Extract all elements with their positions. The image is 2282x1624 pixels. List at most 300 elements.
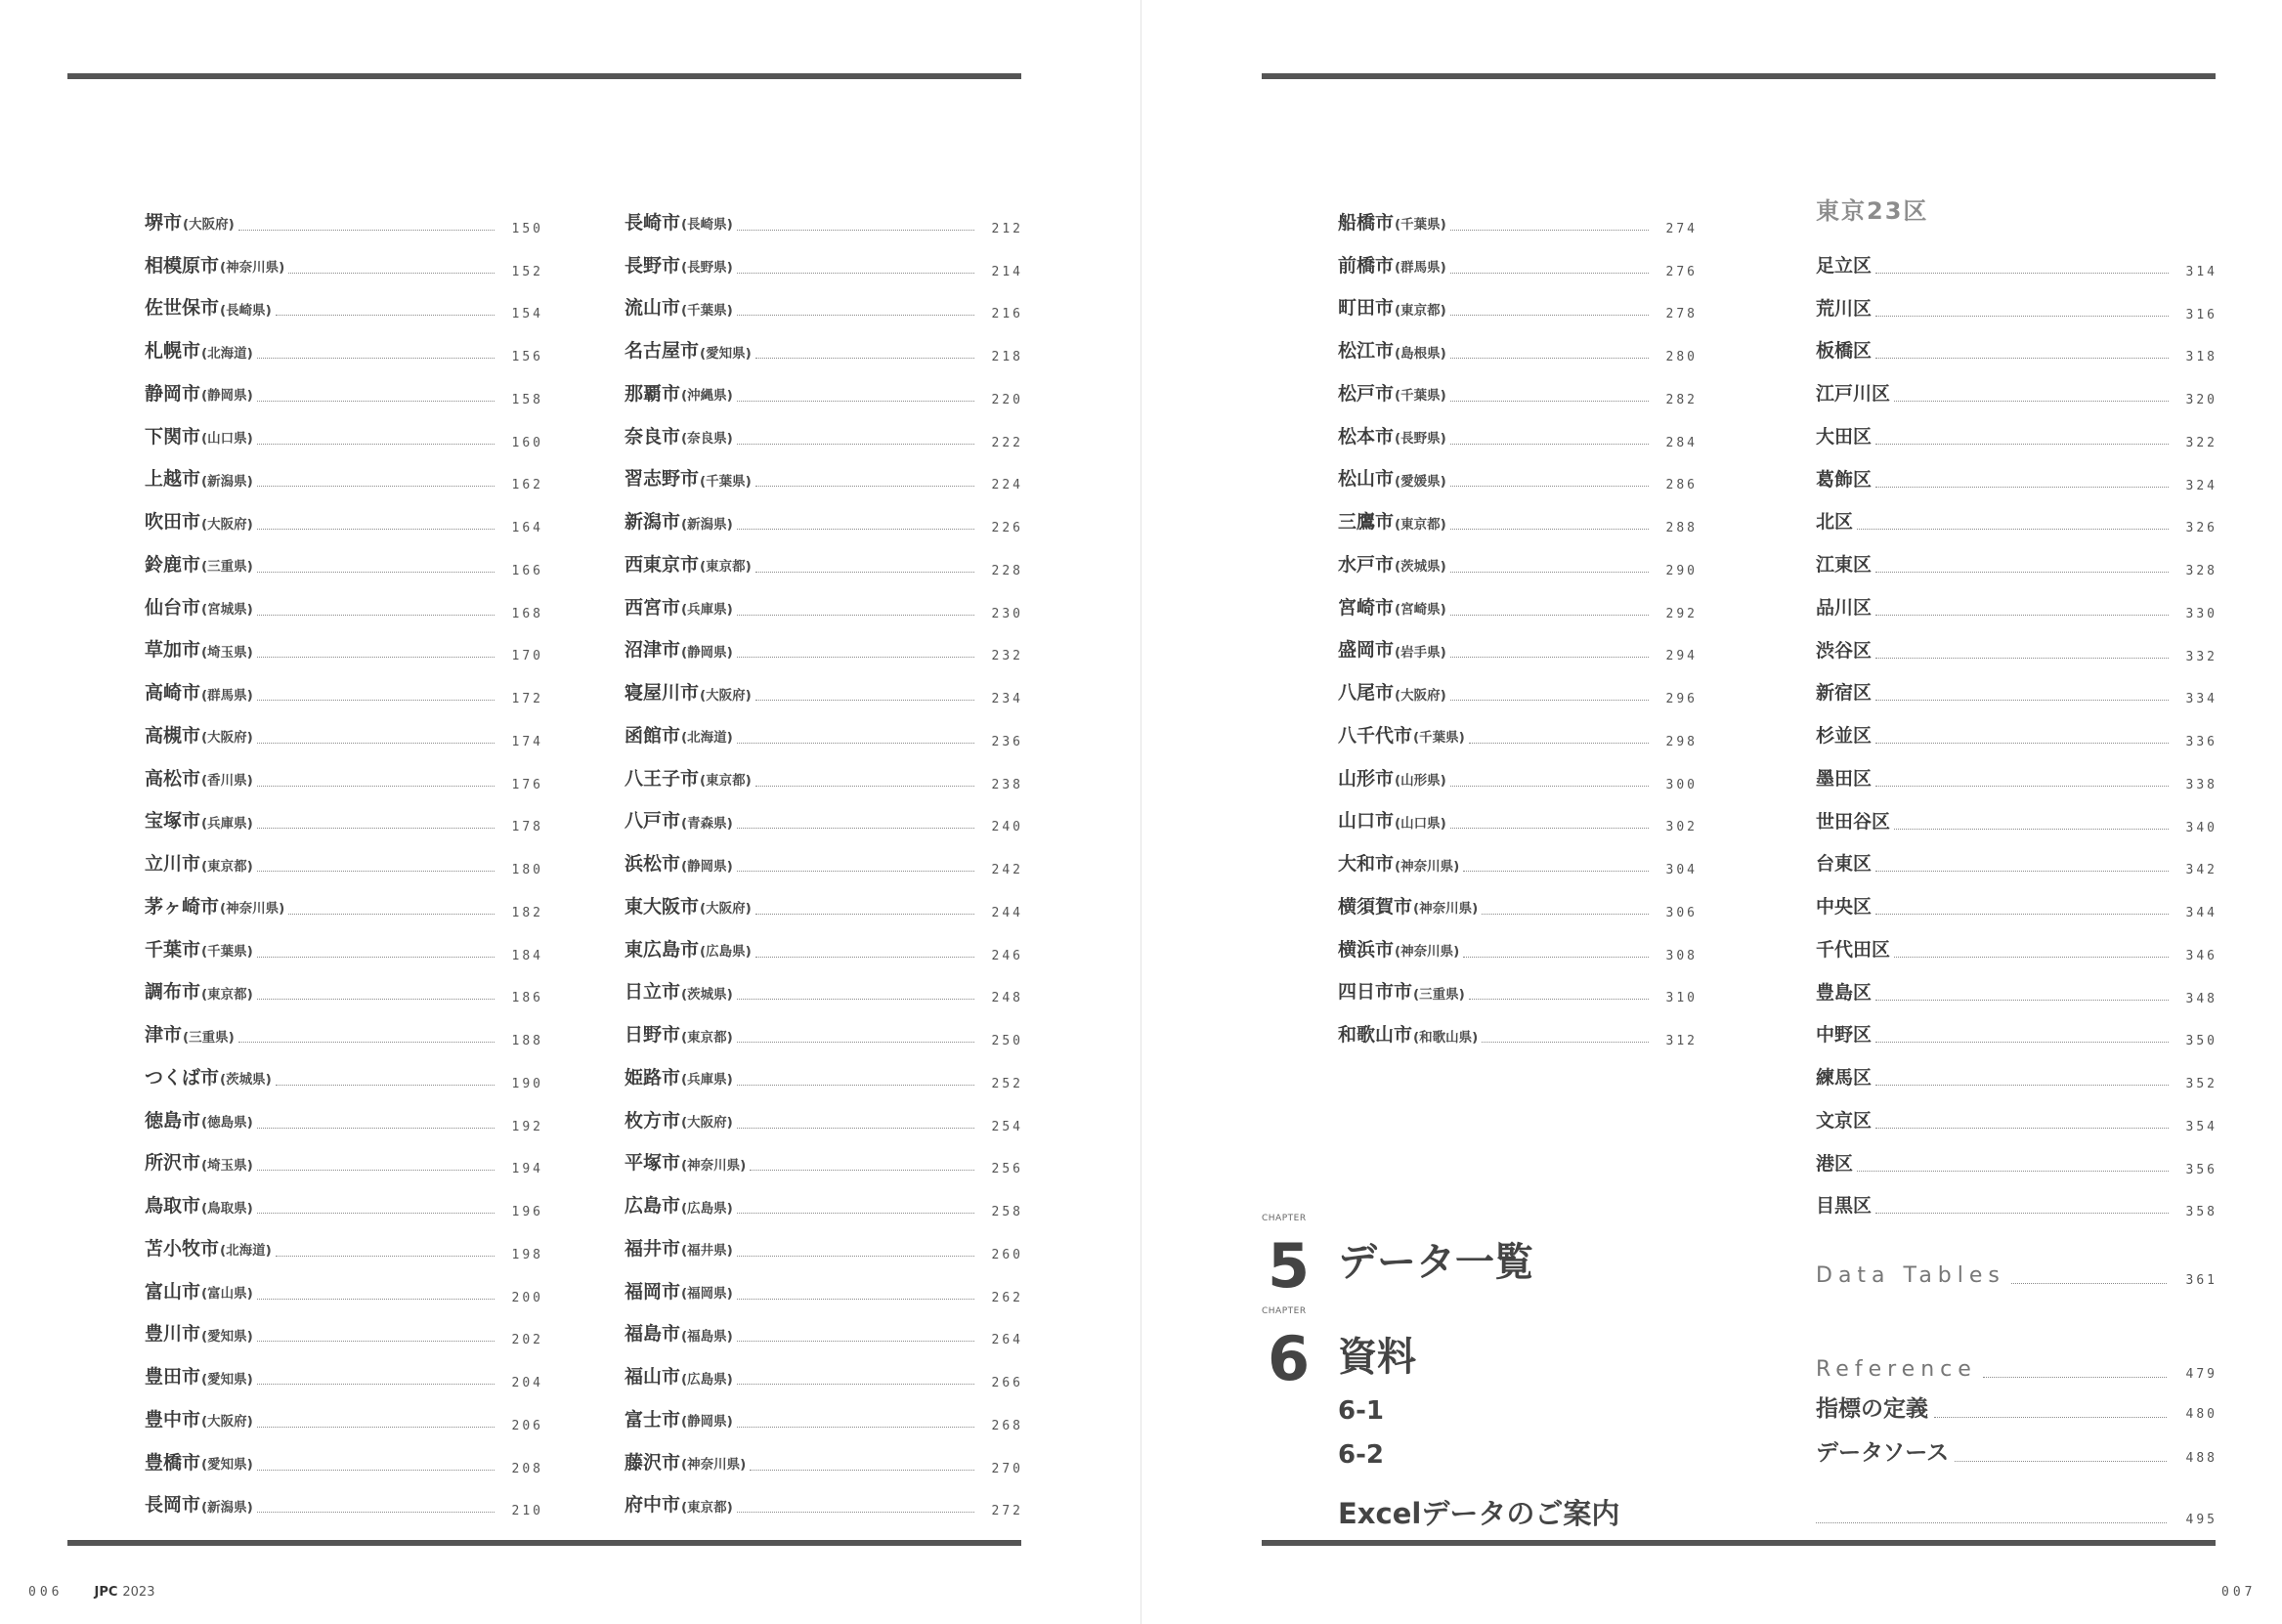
toc-entry[interactable] [1338, 496, 1698, 539]
entry-name: 札幌市 [145, 340, 201, 362]
dot-leader [276, 315, 495, 316]
dot-leader [737, 743, 974, 744]
entry-prefecture: (神奈川県) [1395, 858, 1460, 875]
entry-prefecture: (静岡県) [201, 388, 253, 405]
toc-entry[interactable] [1338, 283, 1698, 326]
entry-name: 船橋市 [1338, 211, 1395, 234]
toc-entry[interactable] [1816, 1052, 2217, 1095]
entry-name: 寝屋川市 [624, 682, 700, 704]
page-number: 322 [2185, 435, 2217, 450]
page-number: 354 [2185, 1119, 2217, 1134]
entry-prefecture: (三重県) [201, 559, 253, 576]
entry-prefecture: (千葉県) [1413, 730, 1465, 747]
toc-entry[interactable] [145, 1309, 543, 1352]
entry-name: 姫路市 [624, 1066, 681, 1089]
page-number: 280 [1665, 350, 1698, 364]
toc-entry[interactable] [145, 1480, 543, 1523]
toc-entry[interactable] [624, 1480, 1023, 1523]
entry-name: 静岡市 [145, 382, 201, 405]
toc-entry[interactable] [1816, 497, 2217, 540]
entry-prefecture: (千葉県) [681, 302, 733, 319]
entry-name: 松戸市 [1338, 382, 1395, 405]
page-number: 150 [511, 221, 543, 236]
entry-name: 新宿区 [1816, 682, 1873, 705]
toc-entry[interactable] [1338, 667, 1698, 710]
dot-leader [1450, 786, 1649, 787]
entry-name: 品川区 [1816, 596, 1873, 619]
dot-leader [737, 1512, 974, 1513]
entry-prefecture: (東京都) [700, 559, 752, 576]
entry-name: 八尾市 [1338, 682, 1395, 704]
page-number: 168 [511, 606, 543, 621]
toc-entry[interactable] [145, 796, 543, 839]
entry-prefecture: (東京都) [1395, 302, 1446, 319]
entry-prefecture: (山口県) [201, 431, 253, 447]
toc-entry[interactable] [624, 411, 1023, 454]
entry-prefecture: (千葉県) [700, 473, 752, 490]
entry-name: 山口市 [1338, 810, 1395, 833]
chapter5-toc-row[interactable] [1816, 1265, 2217, 1287]
page-number: 272 [991, 1504, 1023, 1519]
toc-entry[interactable] [1816, 839, 2217, 882]
page-number: 346 [2185, 948, 2217, 963]
entry-name: 北区 [1816, 511, 1854, 534]
toc-entry[interactable] [624, 1351, 1023, 1394]
page-number: 270 [991, 1461, 1023, 1476]
toc-entry[interactable] [1338, 1009, 1698, 1052]
toc-entry[interactable] [145, 454, 543, 497]
toc-entry[interactable] [145, 411, 543, 454]
entry-prefecture: (東京都) [201, 986, 253, 1003]
entry-name: 宮崎市 [1338, 596, 1395, 619]
entry-prefecture: (大阪府) [681, 1115, 733, 1131]
page-number: 256 [991, 1162, 1023, 1177]
entry-name: 高崎市 [145, 682, 201, 704]
dot-leader [276, 1256, 495, 1257]
dot-leader [1450, 401, 1649, 402]
left-page-footer [28, 1585, 154, 1600]
entry-name: 目黒区 [1816, 1195, 1873, 1218]
toc-entry[interactable] [1338, 967, 1698, 1010]
toc-entry[interactable] [145, 1223, 543, 1266]
entry-name: 長崎市 [624, 211, 681, 234]
toc-entry[interactable] [1338, 924, 1698, 967]
toc-entry[interactable] [145, 1437, 543, 1480]
page-number: 186 [511, 991, 543, 1006]
toc-entry[interactable] [624, 1309, 1023, 1352]
toc-entry[interactable] [1338, 325, 1698, 368]
entry-name: 佐世保市 [145, 297, 220, 320]
page-number: 200 [511, 1290, 543, 1305]
toc-entry[interactable] [1816, 539, 2217, 582]
toc-entry[interactable] [624, 240, 1023, 283]
toc-entry[interactable] [624, 1437, 1023, 1480]
dot-leader [755, 572, 974, 573]
toc-entry[interactable] [624, 667, 1023, 710]
entry-prefecture: (山口県) [1395, 815, 1446, 832]
page-number: 278 [1665, 307, 1698, 322]
dot-leader [1894, 957, 2169, 958]
entry-name: 福島市 [624, 1323, 681, 1346]
toc-entry[interactable] [145, 1052, 543, 1095]
entry-prefecture: (徳島県) [201, 1115, 253, 1131]
dot-leader [257, 529, 495, 530]
chapter5-title[interactable]: データ一覧 [1338, 1240, 1533, 1285]
entry-name: 流山市 [624, 297, 681, 320]
entry-prefecture: (広島県) [681, 1371, 733, 1388]
entry-name: 調布市 [145, 981, 201, 1004]
dot-leader [1875, 914, 2169, 915]
page-number: 172 [511, 692, 543, 706]
dot-leader [1875, 615, 2169, 616]
page-number: 182 [511, 905, 543, 920]
toc-entry[interactable] [1816, 625, 2217, 668]
page-number: 332 [2185, 649, 2217, 664]
toc-entry[interactable] [145, 197, 543, 240]
entry-prefecture: (静岡県) [681, 644, 733, 661]
toc-entry[interactable] [624, 1138, 1023, 1181]
toc-entry[interactable] [1816, 967, 2217, 1010]
page-number: 162 [511, 478, 543, 493]
entry-prefecture: (福島県) [681, 1328, 733, 1345]
entry-name: 杉並区 [1816, 725, 1873, 747]
chapter5-label: CHAPTER [1262, 1214, 1307, 1223]
entry-prefecture: (広島県) [681, 1200, 733, 1217]
section-6-2-row[interactable] [1816, 1442, 2217, 1465]
entry-prefecture: (宮崎県) [1395, 602, 1446, 618]
page-number: 328 [2185, 564, 2217, 578]
toc-entry[interactable] [624, 197, 1023, 240]
toc-entry[interactable] [1816, 582, 2217, 625]
entry-name: 江東区 [1816, 554, 1873, 576]
dot-leader [1450, 444, 1649, 445]
entry-name: 八王子市 [624, 767, 700, 790]
entry-name: 豊田市 [145, 1366, 201, 1388]
toc-entry[interactable] [1816, 411, 2217, 454]
bottom-rule-right [1262, 1540, 2216, 1546]
page-number: 202 [511, 1333, 543, 1348]
entry-prefecture: (大阪府) [201, 516, 253, 533]
dot-leader [276, 1085, 495, 1086]
excel-data-title[interactable]: Excelデータのご案内 [1338, 1497, 1620, 1530]
toc-entry[interactable] [1338, 368, 1698, 411]
toc-entry[interactable] [624, 1009, 1023, 1052]
toc-entry[interactable] [1338, 838, 1698, 881]
entry-name: 西東京市 [624, 553, 700, 576]
toc-entry[interactable] [624, 796, 1023, 839]
entry-prefecture: (東京都) [700, 773, 752, 789]
entry-prefecture: (島根県) [1395, 345, 1446, 362]
page-number: 314 [2185, 264, 2217, 279]
toc-entry[interactable] [1338, 197, 1698, 240]
toc-entry[interactable] [1816, 1181, 2217, 1224]
dot-leader [1469, 999, 1649, 1000]
dot-leader [1857, 1171, 2169, 1172]
entry-name: 横須賀市 [1338, 895, 1413, 918]
toc-entry[interactable] [624, 924, 1023, 967]
toc-entry[interactable] [145, 496, 543, 539]
entry-name: 奈良市 [624, 425, 681, 448]
page-number: 350 [2185, 1034, 2217, 1049]
toc-entry[interactable] [145, 1180, 543, 1223]
top-rule-right [1262, 73, 2216, 79]
entry-name: 水戸市 [1338, 553, 1395, 576]
entry-name: 練馬区 [1816, 1067, 1873, 1089]
entry-name: 豊島区 [1816, 981, 1873, 1004]
toc-entry[interactable] [1816, 1138, 2217, 1181]
toc-entry[interactable] [145, 368, 543, 411]
toc-entry[interactable] [624, 1052, 1023, 1095]
entry-prefecture: (埼玉県) [201, 644, 253, 661]
toc-entry[interactable] [1816, 710, 2217, 753]
entry-name: 大和市 [1338, 853, 1395, 875]
toc-entry[interactable] [1816, 326, 2217, 369]
dot-leader [737, 1299, 974, 1300]
entry-name: 草加市 [145, 639, 201, 662]
section-6-1-row[interactable] [1816, 1398, 2217, 1421]
entry-prefecture: (兵庫県) [681, 602, 733, 618]
toc-entry[interactable] [145, 667, 543, 710]
toc-entry[interactable] [145, 710, 543, 753]
page-number: 336 [2185, 735, 2217, 749]
page-number: 296 [1665, 692, 1698, 706]
toc-entry[interactable] [145, 967, 543, 1010]
toc-entry[interactable] [1816, 796, 2217, 839]
toc-entry[interactable] [1338, 625, 1698, 668]
entry-prefecture: (長野県) [681, 260, 733, 276]
toc-entry[interactable] [1338, 753, 1698, 796]
toc-entry[interactable] [1338, 454, 1698, 497]
toc-entry[interactable] [1816, 454, 2217, 497]
page-number: 358 [2185, 1205, 2217, 1220]
entry-prefecture: (奈良県) [681, 431, 733, 447]
toc-entry[interactable] [1816, 283, 2217, 326]
toc-entry[interactable] [1338, 240, 1698, 283]
toc-entry[interactable] [624, 753, 1023, 796]
bottom-rule-left [67, 1540, 1021, 1546]
toc-entry[interactable] [624, 710, 1023, 753]
entry-prefecture: (福岡県) [681, 1286, 733, 1302]
toc-entry[interactable] [145, 1266, 543, 1309]
toc-entry[interactable] [1338, 582, 1698, 625]
toc-entry[interactable] [624, 325, 1023, 368]
page-number: 244 [991, 905, 1023, 920]
dot-leader [257, 957, 495, 958]
entry-name: 下関市 [145, 425, 201, 448]
entry-prefecture: (千葉県) [201, 944, 253, 960]
toc-entry[interactable] [624, 454, 1023, 497]
entry-prefecture: (千葉県) [1395, 388, 1446, 405]
page-number: 488 [2185, 1451, 2217, 1466]
entry-name: 高松市 [145, 767, 201, 790]
toc-entry[interactable] [1338, 411, 1698, 454]
page-number: 310 [1665, 991, 1698, 1006]
toc-entry[interactable] [1816, 1010, 2217, 1053]
toc-entry[interactable] [624, 1223, 1023, 1266]
dot-leader [257, 999, 495, 1000]
toc-entry[interactable] [1816, 240, 2217, 283]
page-number: 194 [511, 1162, 543, 1177]
dot-leader [1894, 401, 2169, 402]
toc-entry[interactable] [624, 582, 1023, 625]
page-number: 342 [2185, 863, 2217, 878]
dot-leader [1450, 486, 1649, 487]
page-number: 248 [991, 991, 1023, 1006]
entry-prefecture: (鳥取県) [201, 1200, 253, 1217]
toc-entry[interactable] [624, 368, 1023, 411]
toc-entry[interactable] [145, 1009, 543, 1052]
toc-entry[interactable] [145, 1095, 543, 1138]
dot-leader [257, 700, 495, 701]
entry-prefecture: (埼玉県) [201, 1157, 253, 1174]
page-number: 158 [511, 392, 543, 407]
toc-entry[interactable] [1816, 753, 2217, 796]
entry-prefecture: (沖縄県) [681, 388, 733, 405]
entry-name: 浜松市 [624, 853, 681, 875]
entry-name: 上越市 [145, 468, 201, 491]
entry-name: 台東区 [1816, 853, 1873, 876]
entry-prefecture: (茨城県) [1395, 559, 1446, 576]
toc-entry[interactable] [145, 625, 543, 668]
toc-entry[interactable] [624, 539, 1023, 582]
entry-name: 足立区 [1816, 254, 1873, 277]
toc-entry[interactable] [624, 881, 1023, 924]
entry-name: 吹田市 [145, 511, 201, 533]
toc-entry[interactable] [1816, 924, 2217, 967]
toc-entry[interactable] [624, 283, 1023, 326]
dot-leader [737, 273, 974, 274]
dot-leader [1875, 1085, 2169, 1086]
dot-leader [257, 1213, 495, 1214]
toc-column-1 [145, 197, 543, 1522]
toc-entry[interactable] [145, 838, 543, 881]
entry-name: 函館市 [624, 724, 681, 747]
dot-leader [1450, 529, 1649, 530]
toc-entry[interactable] [624, 967, 1023, 1010]
toc-entry[interactable] [624, 1095, 1023, 1138]
excel-toc-row[interactable] [1816, 1514, 2217, 1526]
page-number: 218 [991, 350, 1023, 364]
page-number: 306 [1665, 905, 1698, 920]
chapter6-toc-row[interactable] [1816, 1359, 2217, 1381]
entry-name: 仙台市 [145, 596, 201, 619]
entry-name: 平塚市 [624, 1152, 681, 1175]
toc-entry[interactable] [624, 625, 1023, 668]
page-number: 324 [2185, 478, 2217, 493]
toc-entry[interactable] [1338, 710, 1698, 753]
chapter6-number: 6 [1268, 1323, 1311, 1394]
entry-name: 和歌山市 [1338, 1024, 1413, 1046]
entry-name: 沼津市 [624, 639, 681, 662]
entry-name: 富山市 [145, 1280, 201, 1303]
entry-name: 中野区 [1816, 1024, 1873, 1047]
page-number: 361 [2185, 1273, 2217, 1288]
page-number: 308 [1665, 948, 1698, 963]
toc-entry[interactable] [1816, 1095, 2217, 1138]
toc-entry[interactable] [145, 283, 543, 326]
toc-entry[interactable] [1816, 881, 2217, 924]
toc-entry[interactable] [145, 1351, 543, 1394]
entry-name: 千葉市 [145, 938, 201, 961]
dot-leader [1875, 444, 2169, 445]
entry-prefecture: (茨城県) [220, 1072, 272, 1089]
toc-entry[interactable] [1816, 668, 2217, 711]
section-6-1-title: 指標の定義 [1816, 1396, 1928, 1422]
entry-prefecture: (兵庫県) [201, 815, 253, 832]
toc-entry[interactable] [145, 1138, 543, 1181]
dot-leader [1934, 1417, 2167, 1418]
toc-entry[interactable] [145, 881, 543, 924]
entry-name: 世田谷区 [1816, 810, 1891, 833]
dot-leader [1450, 615, 1649, 616]
entry-name: 八千代市 [1338, 724, 1413, 747]
toc-entry[interactable] [1816, 368, 2217, 411]
chapter6-title[interactable]: 資料 [1338, 1335, 1416, 1380]
toc-entry[interactable] [145, 924, 543, 967]
entry-name: 藤沢市 [624, 1451, 681, 1474]
dot-leader [1875, 743, 2169, 744]
dot-leader [737, 1384, 974, 1385]
toc-entry[interactable] [145, 325, 543, 368]
entry-prefecture: (新潟県) [201, 473, 253, 490]
entry-name: 名古屋市 [624, 340, 700, 362]
dot-leader [1875, 658, 2169, 659]
toc-entry[interactable] [1338, 539, 1698, 582]
entry-prefecture: (群馬県) [1395, 260, 1446, 276]
page-number: 176 [511, 777, 543, 792]
entry-name: 鈴鹿市 [145, 553, 201, 576]
chapter6-label: CHAPTER [1262, 1306, 1307, 1316]
toc-entry[interactable] [145, 753, 543, 796]
page-number: 222 [991, 435, 1023, 450]
entry-prefecture: (大阪府) [183, 217, 235, 234]
entry-prefecture: (静岡県) [681, 858, 733, 875]
section-6-2-number: 6-2 [1338, 1440, 1384, 1470]
toc-entry[interactable] [624, 1180, 1023, 1223]
toc-entry[interactable] [624, 496, 1023, 539]
dot-leader [1983, 1377, 2167, 1378]
page-number: 284 [1665, 435, 1698, 450]
dot-leader [750, 1470, 974, 1471]
toc-entry[interactable] [145, 539, 543, 582]
edition-year: 2023 [122, 1585, 155, 1600]
dot-leader [737, 1256, 974, 1257]
page-number: 356 [2185, 1162, 2217, 1177]
page-number: 210 [511, 1504, 543, 1519]
dot-leader [1450, 700, 1649, 701]
entry-name: 文京区 [1816, 1109, 1873, 1132]
dot-leader [1450, 572, 1649, 573]
toc-entry[interactable] [624, 1394, 1023, 1437]
toc-entry[interactable] [624, 1266, 1023, 1309]
dot-leader [257, 1427, 495, 1428]
page-number: 246 [991, 948, 1023, 963]
dot-leader [257, 786, 495, 787]
toc-entry[interactable] [1338, 881, 1698, 924]
toc-entry[interactable] [624, 838, 1023, 881]
page-number: 320 [2185, 393, 2217, 407]
entry-name: 枚方市 [624, 1109, 681, 1132]
entry-name: 宝塚市 [145, 810, 201, 833]
toc-entry[interactable] [145, 582, 543, 625]
toc-entry[interactable] [1338, 796, 1698, 839]
entry-name: 葛飾区 [1816, 468, 1873, 491]
toc-entry[interactable] [145, 1394, 543, 1437]
left-page-number: 006 [28, 1585, 64, 1600]
toc-entry[interactable] [145, 240, 543, 283]
dot-leader [257, 1384, 495, 1385]
dot-leader [2011, 1283, 2167, 1284]
